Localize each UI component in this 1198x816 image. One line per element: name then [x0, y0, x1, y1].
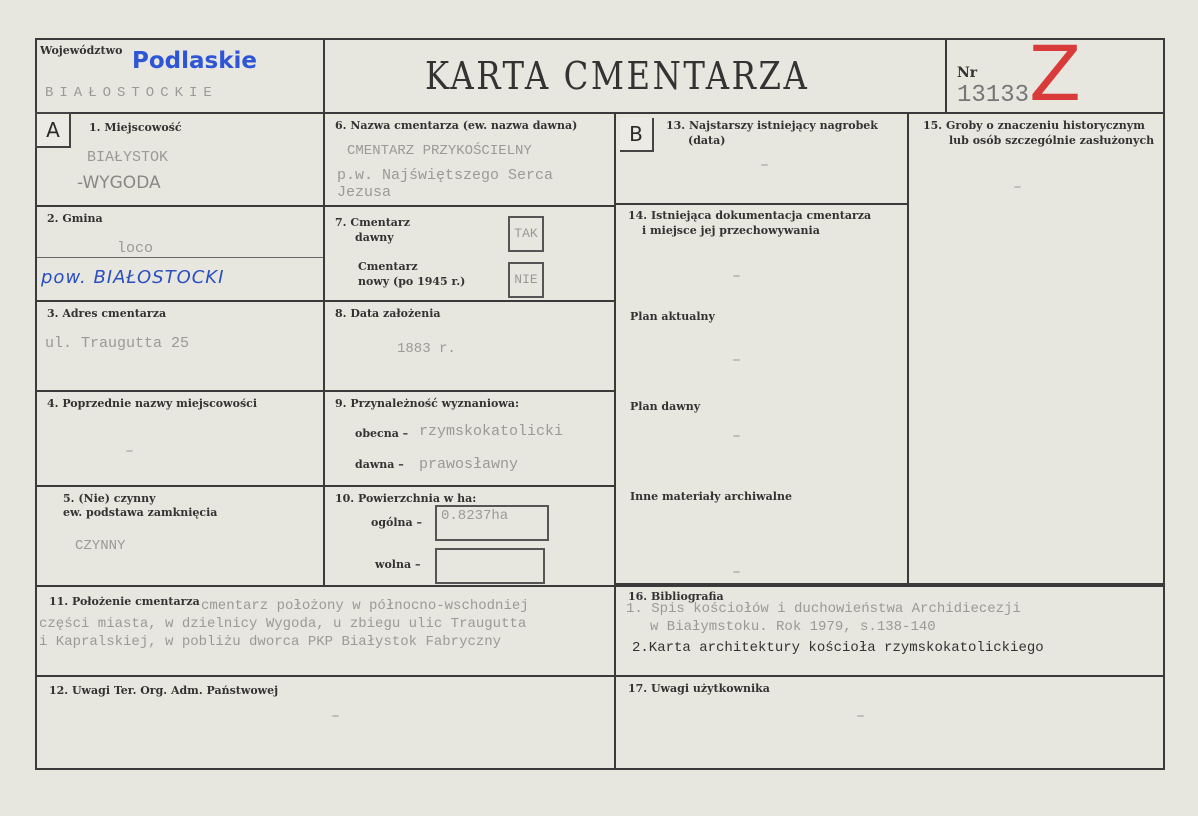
field-16	[614, 585, 1165, 677]
other-materials-value: –	[732, 564, 742, 581]
field-6-value: CMENTARZ PRZYKOŚCIELNY	[347, 143, 532, 159]
field-15-label-2: lub osób szczególnie zasłużonych	[949, 134, 1155, 147]
field-4-label: 4. Poprzednie nazwy miejscowości	[47, 397, 258, 410]
field-12-label: 12. Uwagi Ter. Org. Adm. Państwowej	[49, 684, 279, 697]
field-11-line-3: i Kapralskiej, w pobliżu dworca PKP Białystok Fabryczny	[39, 634, 502, 650]
field-4-value: –	[125, 443, 135, 460]
field-17-label: 17. Uwagi użytkownika	[628, 682, 770, 695]
field-5-label: 5. (Nie) czynny	[63, 492, 156, 505]
field-3-value: ul. Traugutta 25	[45, 335, 190, 352]
field-15-label: 15. Groby o znaczeniu historycznym	[923, 119, 1145, 132]
field-6-value-3: Jezusa	[337, 184, 392, 201]
bibliography-2: 2.Karta architektury kościoła rzymskokatolickiego	[632, 640, 1044, 656]
old-cemetery-box[interactable]: TAK	[508, 216, 544, 252]
field-7-new-label: Cmentarz	[358, 260, 418, 273]
title-cell	[323, 38, 947, 114]
field-7	[323, 205, 616, 302]
field-14-value: –	[732, 268, 742, 285]
plan-old-label: Plan dawny	[630, 400, 701, 413]
field-14-label-2: i miejsce jej przechowywania	[642, 224, 820, 237]
plan-current-label: Plan aktualny	[630, 310, 715, 323]
total-area-box[interactable]: 0.8237ha	[435, 505, 549, 541]
field-8-label: 8. Data założenia	[335, 307, 441, 320]
field-5-label-2: ew. podstawa zamknięcia	[63, 506, 218, 519]
field-9-former-value: prawosławny	[419, 456, 519, 473]
field-13-value: –	[760, 157, 770, 174]
section-a-badge: A	[35, 112, 71, 148]
bibliography-1: 1. Spis kościołów i duchowieństwa Archidiecezji	[626, 601, 1021, 617]
field-9	[323, 390, 616, 487]
field-17	[614, 675, 1165, 770]
field-13-label: 13. Najstarszy istniejący nagrobek	[666, 119, 878, 132]
field-11-label: 11. Położenie cmentarza	[49, 595, 200, 608]
category-mark: Z	[1029, 29, 1082, 118]
field-6-value-2: p.w. Najświętszego Serca	[337, 167, 554, 184]
nr-cell	[945, 29, 1165, 118]
field-15	[907, 112, 1165, 585]
field-3-label: 3. Adres cmentarza	[47, 307, 167, 320]
free-area-box[interactable]	[435, 548, 545, 584]
field-11-line-1: cmentarz położony w północno-wschodniej	[201, 598, 529, 614]
field-6-label: 6. Nazwa cmentarza (ew. nazwa dawna)	[335, 119, 578, 132]
field-11-line-2: części miasta, w dzielnicy Wygoda, u zbiegu ulic Traugutta	[39, 616, 527, 632]
field-5-value: CZYNNY	[75, 538, 126, 554]
field-17-value: –	[856, 708, 866, 725]
field-14-label: 14. Istniejąca dokumentacja cmentarza	[628, 209, 872, 222]
field-16-label: 16. Bibliografia	[628, 590, 724, 603]
field-1-value: BIAŁYSTOK	[87, 149, 169, 166]
wojewodztwo-label: Województwo	[40, 44, 123, 57]
wojewodztwo-stamp: Podlaskie	[132, 48, 257, 74]
field-1-value-2: -WYGODA	[77, 173, 161, 193]
field-10-label: 10. Powierzchnia w ha:	[335, 492, 477, 505]
wojewodztwo-old: BIAŁOSTOCKIE	[45, 85, 218, 101]
field-4	[35, 390, 325, 487]
field-7-new-label-2: nowy (po 1945 r.)	[358, 275, 466, 288]
field-10-free-label: wolna –	[375, 558, 421, 571]
field-8-value: 1883 r.	[397, 341, 456, 357]
nr-label: Nr	[957, 65, 978, 81]
field-3	[35, 300, 325, 392]
bibliography-1-cont: w Białymstoku. Rok 1979, s.138-140	[650, 619, 936, 635]
wojewodztwo-cell	[35, 38, 325, 114]
field-9-label: 9. Przynależność wyznaniowa:	[335, 397, 520, 410]
field-9-current-label: obecna –	[355, 427, 409, 440]
field-13	[614, 112, 909, 205]
other-materials-label: Inne materiały archiwalne	[630, 490, 792, 503]
field-9-current-value: rzymskokatolicki	[419, 423, 564, 440]
field-2	[35, 205, 325, 302]
field-12	[35, 675, 616, 770]
field-7-label: 7. Cmentarz	[335, 216, 410, 229]
field-10	[323, 485, 616, 587]
field-5	[35, 485, 325, 587]
field-2-value: loco	[117, 240, 154, 257]
field-2-label: 2. Gmina	[47, 212, 103, 225]
field-14	[614, 203, 909, 585]
field-6	[323, 112, 616, 207]
field-8	[323, 300, 616, 392]
plan-old-value: –	[732, 428, 742, 445]
plan-current-value: –	[732, 352, 742, 369]
field-1-label: 1. Miejscowość	[89, 121, 182, 134]
new-cemetery-box[interactable]: NIE	[508, 262, 544, 298]
page-title: KARTA CMENTARZA	[425, 54, 810, 98]
field-11	[35, 585, 616, 677]
field-7-label-2: dawny	[355, 231, 394, 244]
field-1	[35, 112, 325, 207]
powiat-handwritten: pow. BIAŁOSTOCKI	[41, 267, 225, 288]
field-10-total-label: ogólna –	[371, 516, 422, 529]
field-12-value: –	[331, 708, 341, 725]
section-b-badge: B	[620, 118, 654, 152]
field-13-label-2: (data)	[688, 134, 726, 147]
field-9-former-label: dawna –	[355, 458, 404, 471]
field-15-value: –	[1013, 179, 1023, 196]
nr-value: 13133	[957, 82, 1030, 109]
